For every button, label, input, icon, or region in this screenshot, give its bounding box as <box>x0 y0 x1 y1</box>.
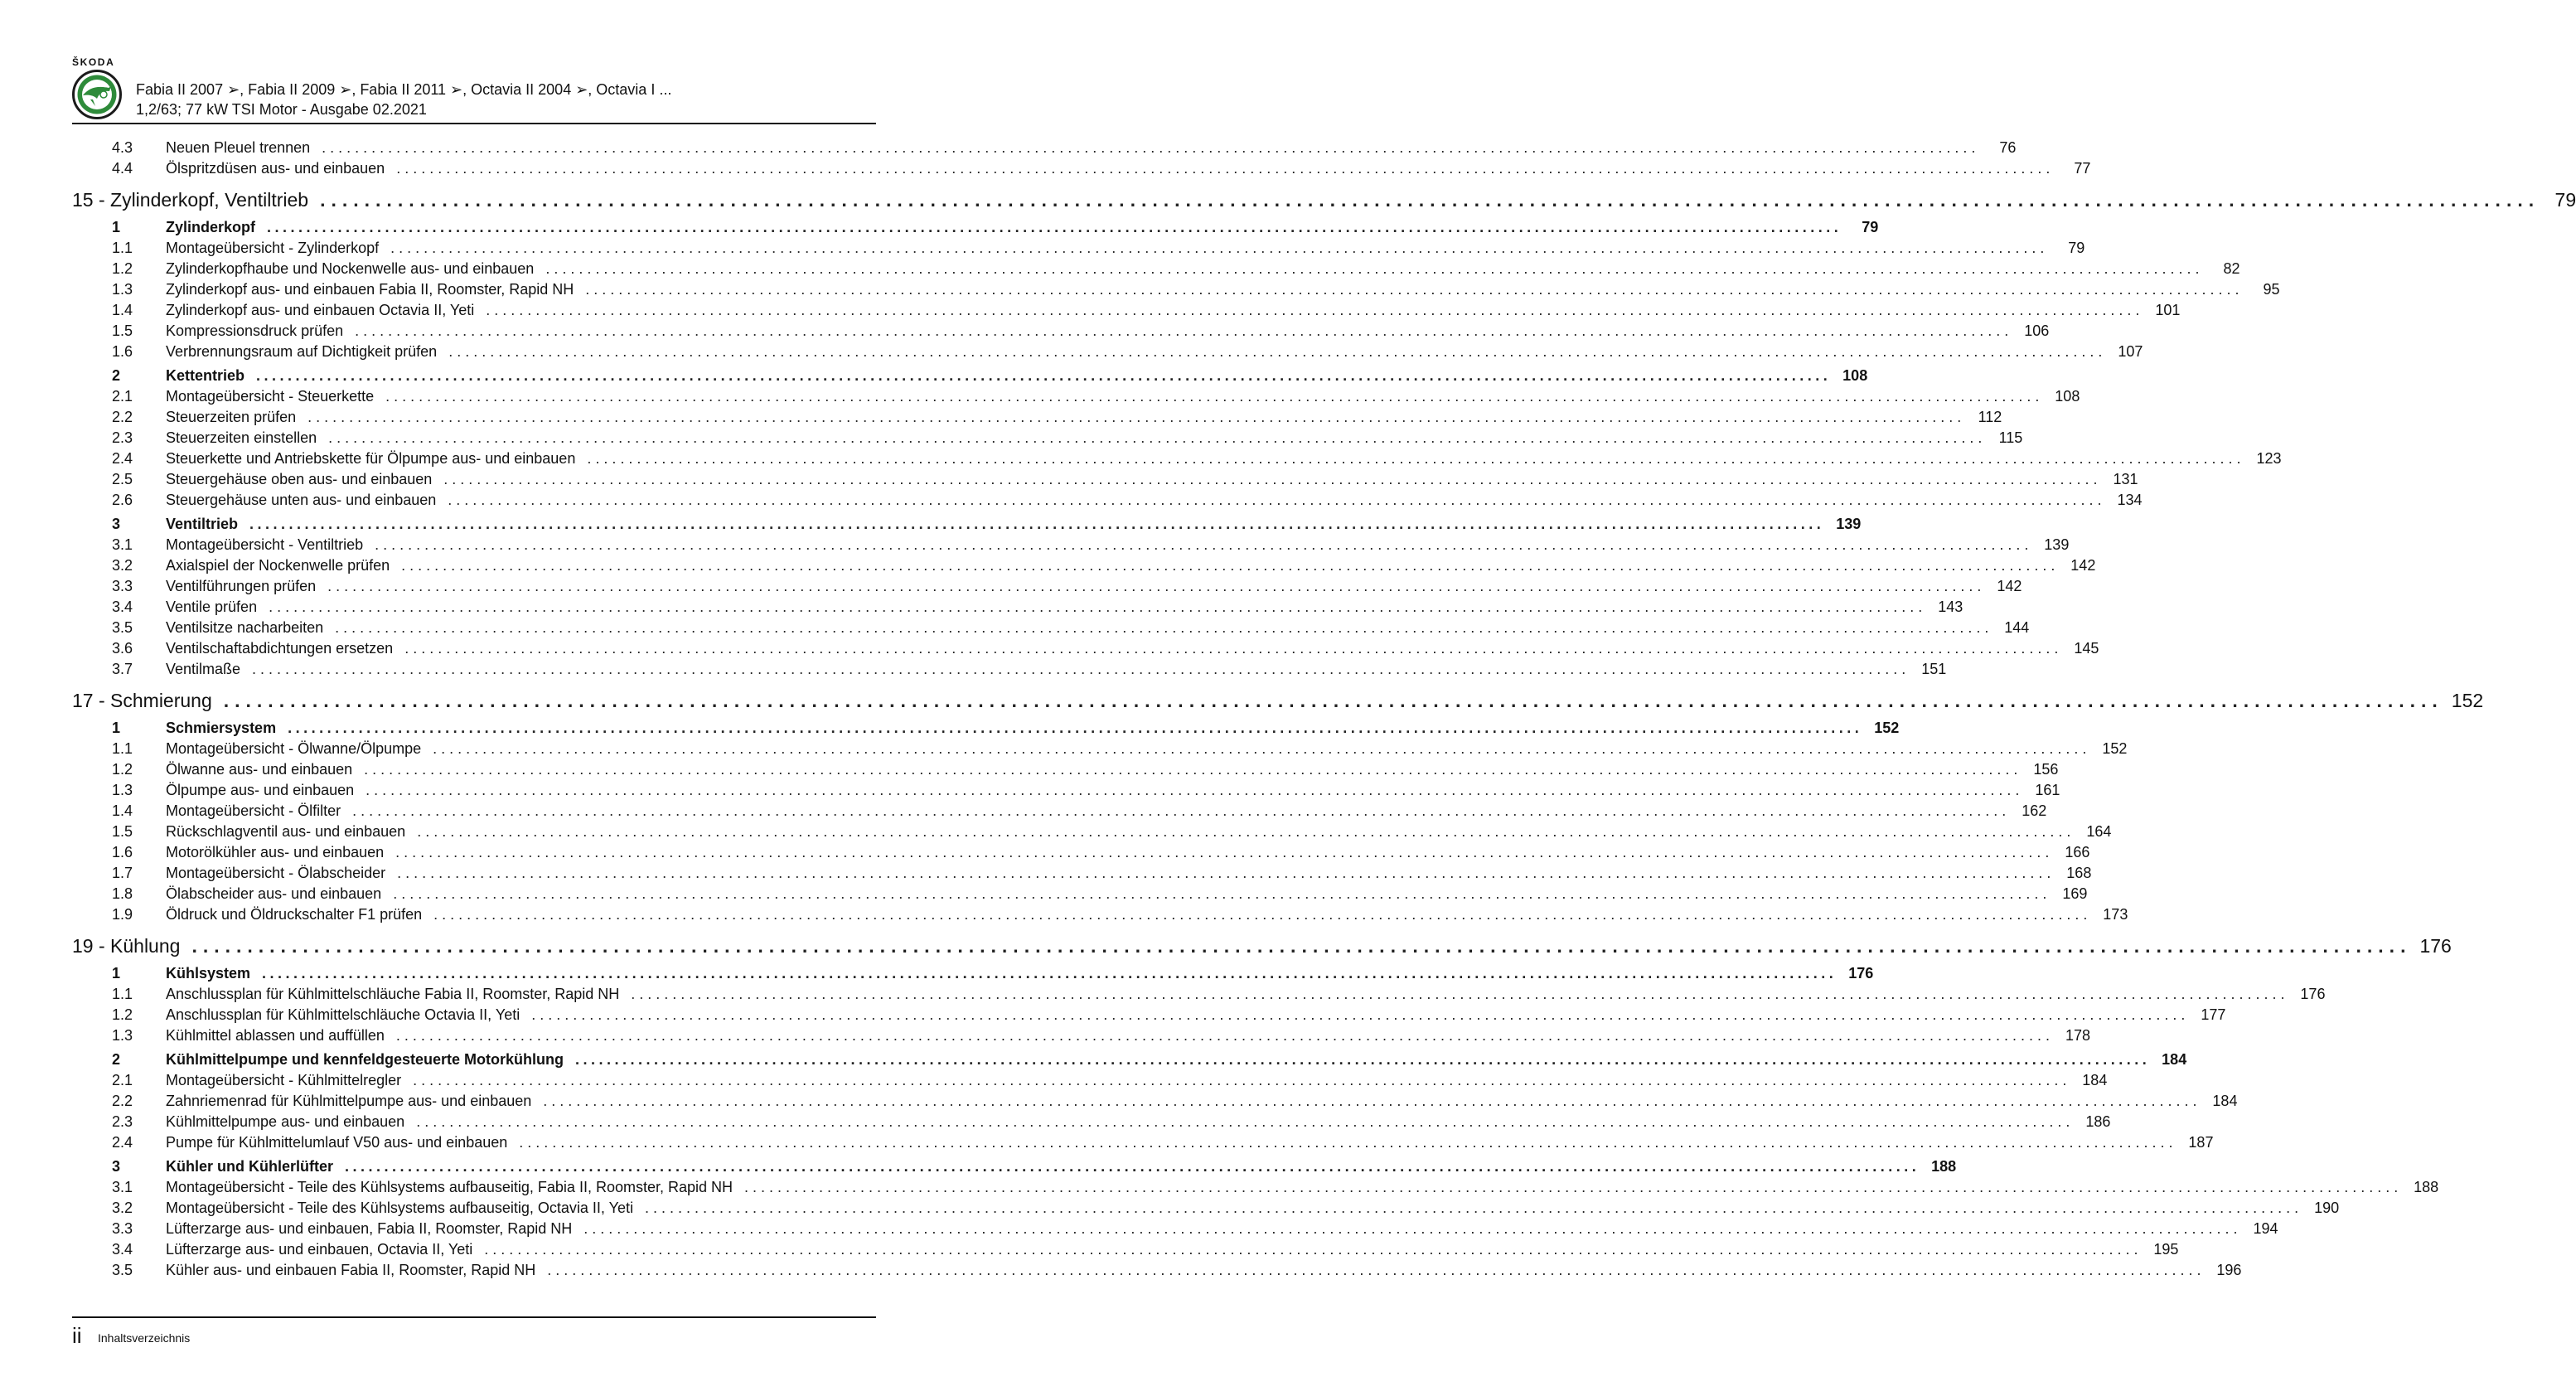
toc-title: Ventiltrieb <box>166 516 239 532</box>
dot-leader: ........................................................................................................................................................................................................ <box>448 492 2106 508</box>
toc-page-number: 161 <box>2035 782 2060 798</box>
toc-title: Montageübersicht - Ölfilter <box>166 802 341 819</box>
toc-number: 1.1 <box>112 740 133 757</box>
toc-title: Steuergehäuse unten aus- und einbauen <box>166 492 437 508</box>
toc-section[interactable] <box>72 963 1874 984</box>
toc-entry[interactable] <box>72 555 2096 576</box>
toc-entry[interactable] <box>72 1070 2108 1091</box>
toc-page-number: 194 <box>2253 1220 2278 1237</box>
toc-title: Kühler und Kühlerlüfter <box>166 1158 333 1175</box>
toc-page-number: 184 <box>2212 1093 2238 1109</box>
toc-number: 2.4 <box>112 1134 133 1151</box>
document-title: Fabia II 2007 ➢, Fabia II 2009 ➢, Fabia II 2011 ➢, Octavia II 2004 ➢, Octavia I ... <box>136 81 672 98</box>
toc-entry[interactable] <box>72 1132 2214 1153</box>
toc-chapter[interactable] <box>72 186 2576 214</box>
toc-number: 2.2 <box>112 1093 133 1109</box>
toc-page-number: 164 <box>2086 823 2112 840</box>
header-divider <box>72 123 876 124</box>
dot-leader: ........................................................................................................................................................................................................ <box>223 690 2443 711</box>
toc-entry[interactable] <box>72 638 2099 659</box>
toc-title: Montageübersicht - Kühlmittelregler <box>166 1072 402 1088</box>
toc-number: 2.1 <box>112 1072 133 1088</box>
toc-title: Pumpe für Kühlmittelumlauf V50 aus- und einbauen <box>166 1134 508 1151</box>
toc-page-number: 187 <box>2188 1134 2214 1151</box>
toc-page-number: 144 <box>2004 619 2030 636</box>
dot-leader: ........................................................................................................................................................................................................ <box>631 986 2289 1002</box>
toc-number: 4.4 <box>112 160 133 177</box>
toc-entry[interactable] <box>72 448 2282 469</box>
skoda-logo-icon <box>72 70 122 119</box>
toc-title: Ölspritzdüsen aus- und einbauen <box>166 160 385 177</box>
footer-page-number: ii <box>72 1323 82 1348</box>
toc-number: 3.7 <box>112 661 133 677</box>
toc-page-number: 176 <box>2300 986 2326 1002</box>
toc-title: Zylinderkopf aus- und einbauen Fabia II, Roomster, Rapid NH <box>166 281 574 298</box>
toc-page-number: 79 <box>2554 189 2576 211</box>
toc-page-number: 196 <box>2216 1262 2242 1278</box>
toc-title: Ölwanne aus- und einbauen <box>166 761 353 778</box>
toc-title: Ventilführungen prüfen <box>166 578 317 594</box>
toc-page-number: 176 <box>2419 935 2452 957</box>
toc-entry[interactable] <box>72 1239 2179 1260</box>
toc-chapter[interactable] <box>72 932 2452 960</box>
toc-entry[interactable] <box>72 904 2128 925</box>
toc-page-number: 123 <box>2256 450 2282 467</box>
toc-number: 1 <box>112 219 121 235</box>
dot-leader: ........................................................................................................................................................................................................ <box>385 388 2044 405</box>
toc-number: 1.6 <box>112 844 133 860</box>
dot-leader: ........................................................................................................................................................................................................ <box>583 1220 2242 1237</box>
toc-entry[interactable] <box>72 822 2112 842</box>
toc-number: 1.9 <box>112 906 133 923</box>
dot-leader: ........................................................................................................................................................................................................ <box>256 367 1832 384</box>
toc-section[interactable] <box>72 217 1879 238</box>
toc-page-number: 82 <box>2223 260 2240 277</box>
toc-page-number: 108 <box>1842 367 1868 384</box>
dot-leader: ........................................................................................................................................................................................................ <box>486 302 2144 318</box>
dot-leader: ........................................................................................................................................................................................................ <box>587 450 2245 467</box>
toc-entry[interactable] <box>72 469 2138 490</box>
dot-leader: ........................................................................................................................................................................................................ <box>320 189 2540 211</box>
toc-number: 3.2 <box>112 1200 133 1216</box>
dot-leader: ........................................................................................................................................................................................................ <box>355 322 2013 339</box>
dot-leader: ........................................................................................................................................................................................................ <box>543 1093 2201 1109</box>
toc-title: Montageübersicht - Ölabscheider <box>166 865 386 881</box>
toc-title: Montageübersicht - Steuerkette <box>166 388 375 405</box>
toc-number: 3.6 <box>112 640 133 657</box>
document-subtitle: 1,2/63; 77 kW TSI Motor - Ausgabe 02.2021 <box>136 101 427 118</box>
toc-title: Ölpumpe aus- und einbauen <box>166 782 355 798</box>
toc-entry[interactable] <box>72 618 2030 638</box>
toc-number: 4.3 <box>112 139 133 156</box>
toc-number: 2 <box>112 1051 121 1068</box>
toc-entry[interactable] <box>72 138 2017 158</box>
toc-page-number: 95 <box>2263 281 2280 298</box>
dot-leader: ........................................................................................................................................................................................................ <box>267 219 1842 235</box>
toc-title: Kühlsystem <box>166 965 251 982</box>
toc-page-number: 168 <box>2066 865 2092 881</box>
toc-page-number: 151 <box>1921 661 1947 677</box>
dot-leader: ........................................................................................................................................................................................................ <box>396 160 2055 177</box>
toc-number: 3.5 <box>112 619 133 636</box>
toc-entry[interactable] <box>72 428 2023 448</box>
toc-title: Steuerzeiten prüfen <box>166 409 297 425</box>
toc-number: 1.5 <box>112 823 133 840</box>
dot-leader: ........................................................................................................................................................................................................ <box>413 1072 2071 1088</box>
brand-wordmark: ŠKODA <box>72 56 115 68</box>
toc-number: 2.1 <box>112 388 133 405</box>
toc-chapter[interactable] <box>72 686 2484 715</box>
toc-title: Steuergehäuse oben aus- und einbauen <box>166 471 433 487</box>
toc-number: 1.8 <box>112 885 133 902</box>
toc-page-number: 145 <box>2074 640 2099 657</box>
toc-page-number: 115 <box>1998 429 2023 446</box>
dot-leader: ........................................................................................................................................................................................................ <box>443 471 2102 487</box>
toc-page-number: 169 <box>2062 885 2088 902</box>
toc-entry[interactable] <box>72 576 2022 597</box>
toc-page-number: 76 <box>1999 139 2017 156</box>
table-of-contents <box>72 138 2576 1281</box>
toc-page-number: 190 <box>2314 1200 2340 1216</box>
dot-leader: ........................................................................................................................................................................................................ <box>288 720 1863 736</box>
toc-title: Anschlussplan für Kühlmittelschläuche Fabia II, Roomster, Rapid NH <box>166 986 620 1002</box>
toc-number: 1.2 <box>112 260 133 277</box>
toc-title: Montageübersicht - Ventiltrieb <box>166 536 364 553</box>
dot-leader: ........................................................................................................................................................................................................ <box>395 1027 2055 1044</box>
toc-page-number: 186 <box>2085 1113 2111 1130</box>
dot-leader: ........................................................................................................................................................................................................ <box>531 1006 2190 1023</box>
toc-number: 3 <box>112 1158 121 1175</box>
toc-entry[interactable] <box>72 863 2092 884</box>
dot-leader: ........................................................................................................................................................................................................ <box>327 578 1986 594</box>
toc-title: 15 - Zylinderkopf, Ventiltrieb <box>72 189 309 211</box>
footer-divider <box>72 1316 876 1318</box>
dot-leader: ........................................................................................................................................................................................................ <box>744 1179 2403 1195</box>
toc-entry[interactable] <box>72 342 2143 362</box>
toc-number: 3.2 <box>112 557 133 574</box>
toc-number: 3 <box>112 516 121 532</box>
toc-number: 1.4 <box>112 802 133 819</box>
toc-entry[interactable] <box>72 659 1947 680</box>
toc-title: Ventilsitze nacharbeiten <box>166 619 324 636</box>
toc-title: Neuen Pleuel trennen <box>166 139 311 156</box>
toc-page-number: 106 <box>2024 322 2050 339</box>
toc-number: 1.3 <box>112 281 133 298</box>
toc-page-number: 134 <box>2117 492 2143 508</box>
toc-number: 2.6 <box>112 492 133 508</box>
toc-title: Rückschlagventil aus- und einbauen <box>166 823 406 840</box>
toc-page-number: 139 <box>2044 536 2070 553</box>
dot-leader: ........................................................................................................................................................................................................ <box>262 965 1838 982</box>
dot-leader: ........................................................................................................................................................................................................ <box>252 661 1910 677</box>
toc-section[interactable] <box>72 366 1868 386</box>
toc-number: 2.4 <box>112 450 133 467</box>
toc-title: Schmiersystem <box>166 720 277 736</box>
dot-leader: ........................................................................................................................................................................................................ <box>448 343 2107 360</box>
toc-page-number: 152 <box>2102 740 2128 757</box>
toc-number: 3.3 <box>112 578 133 594</box>
toc-title: Steuerkette und Antriebskette für Ölpumpe aus- und einbauen <box>166 450 576 467</box>
toc-number: 2.3 <box>112 1113 133 1130</box>
toc-section[interactable] <box>72 1156 1957 1177</box>
toc-number: 1.2 <box>112 761 133 778</box>
toc-section[interactable] <box>72 514 1862 535</box>
dot-leader: ........................................................................................................................................................................................................ <box>644 1200 2303 1216</box>
toc-number: 1.3 <box>112 782 133 798</box>
toc-title: Axialspiel der Nockenwelle prüfen <box>166 557 390 574</box>
dot-leader: ........................................................................................................................................................................................................ <box>366 782 2024 798</box>
toc-section[interactable] <box>72 718 1900 739</box>
toc-entry[interactable] <box>72 1091 2238 1112</box>
toc-number: 1.4 <box>112 302 133 318</box>
toc-title: Ventilmaße <box>166 661 241 677</box>
dot-leader: ........................................................................................................................................................................................................ <box>393 885 2051 902</box>
dot-leader: ........................................................................................................................................................................................................ <box>484 1241 2143 1258</box>
toc-page-number: 152 <box>2451 690 2484 711</box>
toc-title: Ventile prüfen <box>166 599 258 615</box>
toc-entry[interactable] <box>72 158 2091 179</box>
toc-page-number: 188 <box>2414 1179 2439 1195</box>
toc-page-number: 173 <box>2103 906 2128 923</box>
toc-title: Kühler aus- und einbauen Fabia II, Roomster, Rapid NH <box>166 1262 536 1278</box>
toc-entry[interactable] <box>72 1177 2439 1198</box>
toc-number: 1.1 <box>112 986 133 1002</box>
toc-entry[interactable] <box>72 984 2326 1005</box>
toc-number: 3.1 <box>112 1179 133 1195</box>
dot-leader: ........................................................................................................................................................................................................ <box>328 429 1987 446</box>
toc-title: 17 - Schmierung <box>72 690 212 711</box>
toc-number: 1.2 <box>112 1006 133 1023</box>
toc-title: Kettentrieb <box>166 367 245 384</box>
toc-page-number: 142 <box>1997 578 2022 594</box>
toc-entry[interactable] <box>72 597 1963 618</box>
dot-leader: ........................................................................................................................................................................................................ <box>249 516 1825 532</box>
toc-number: 1.3 <box>112 1027 133 1044</box>
toc-title: Zylinderkopfhaube und Nockenwelle aus- und einbauen <box>166 260 535 277</box>
toc-entry[interactable] <box>72 535 2070 555</box>
dot-leader: ........................................................................................................................................................................................................ <box>545 260 2204 277</box>
toc-page-number: 166 <box>2065 844 2090 860</box>
toc-page-number: 178 <box>2065 1027 2091 1044</box>
toc-title: Kühlmittel ablassen und auffüllen <box>166 1027 385 1044</box>
toc-title: Verbrennungsraum auf Dichtigkeit prüfen <box>166 343 438 360</box>
toc-page-number: 195 <box>2153 1241 2179 1258</box>
toc-entry[interactable] <box>72 1198 2340 1219</box>
toc-page-number: 108 <box>2055 388 2080 405</box>
toc-page-number: 152 <box>1874 720 1900 736</box>
dot-leader: ........................................................................................................................................................................................................ <box>307 409 1966 425</box>
toc-number: 1 <box>112 720 121 736</box>
dot-leader: ........................................................................................................................................................................................................ <box>433 906 2092 923</box>
toc-number: 2 <box>112 367 121 384</box>
dot-leader: ........................................................................................................................................................................................................ <box>335 619 1993 636</box>
dot-leader: ........................................................................................................................................................................................................ <box>352 802 2011 819</box>
toc-entry[interactable] <box>72 1112 2111 1132</box>
toc-title: Kühlmittelpumpe und kennfeldgesteuerte Motorkühlung <box>166 1051 564 1068</box>
dot-leader: ........................................................................................................................................................................................................ <box>433 740 2091 757</box>
toc-title: 19 - Kühlung <box>72 935 181 957</box>
toc-title: Anschlussplan für Kühlmittelschläuche Octavia II, Yeti <box>166 1006 521 1023</box>
toc-number: 1 <box>112 965 121 982</box>
toc-page-number: 143 <box>1938 599 1963 615</box>
toc-page-number: 79 <box>2068 240 2085 256</box>
dot-leader: ........................................................................................................................................................................................................ <box>397 865 2055 881</box>
toc-title: Montageübersicht - Teile des Kühlsystems aufbauseitig, Fabia II, Roomster, Rapid NH <box>166 1179 733 1195</box>
toc-title: Ventilschaftabdichtungen ersetzen <box>166 640 394 657</box>
dot-leader: ........................................................................................................................................................................................................ <box>395 844 2054 860</box>
toc-number: 3.4 <box>112 599 133 615</box>
toc-number: 3.5 <box>112 1262 133 1278</box>
toc-page-number: 176 <box>1848 965 1874 982</box>
toc-number: 3.1 <box>112 536 133 553</box>
toc-number: 1.5 <box>112 322 133 339</box>
dot-leader: ........................................................................................................................................................................................................ <box>519 1134 2177 1151</box>
toc-title: Zahnriemenrad für Kühlmittelpumpe aus- und einbauen <box>166 1093 532 1109</box>
toc-title: Montageübersicht - Teile des Kühlsystems aufbauseitig, Octavia II, Yeti <box>166 1200 633 1216</box>
toc-number: 1.1 <box>112 240 133 256</box>
toc-title: Lüfterzarge aus- und einbauen, Octavia II, Yeti <box>166 1241 473 1258</box>
toc-title: Kompressionsdruck prüfen <box>166 322 344 339</box>
dot-leader: ........................................................................................................................................................................................................ <box>417 823 2075 840</box>
toc-entry[interactable] <box>72 321 2050 342</box>
toc-number: 2.3 <box>112 429 133 446</box>
dot-leader: ........................................................................................................................................................................................................ <box>322 139 1980 156</box>
toc-number: 2.5 <box>112 471 133 487</box>
dot-leader: ........................................................................................................................................................................................................ <box>575 1051 2151 1068</box>
toc-page-number: 139 <box>1836 516 1862 532</box>
toc-number: 2.2 <box>112 409 133 425</box>
toc-entry[interactable] <box>72 386 2080 407</box>
dot-leader: ........................................................................................................................................................................................................ <box>269 599 1927 615</box>
dot-leader: ........................................................................................................................................................................................................ <box>191 935 2412 957</box>
toc-title: Öldruck und Öldruckschalter F1 prüfen <box>166 906 423 923</box>
page-header <box>72 56 876 124</box>
toc-entry[interactable] <box>72 279 2280 300</box>
toc-number: 1.6 <box>112 343 133 360</box>
toc-entry[interactable] <box>72 739 2128 759</box>
toc-page-number: 184 <box>2082 1072 2108 1088</box>
toc-entry[interactable] <box>72 1260 2242 1281</box>
toc-title: Lüfterzarge aus- und einbauen, Fabia II, Roomster, Rapid NH <box>166 1220 573 1237</box>
toc-title: Motorölkühler aus- und einbauen <box>166 844 385 860</box>
toc-page-number: 101 <box>2155 302 2181 318</box>
toc-entry[interactable] <box>72 780 2060 801</box>
toc-page-number: 79 <box>1862 219 1879 235</box>
dot-leader: ........................................................................................................................................................................................................ <box>401 557 2060 574</box>
toc-entry[interactable] <box>72 238 2085 259</box>
toc-title: Zylinderkopf aus- und einbauen Octavia II, Yeti <box>166 302 475 318</box>
toc-title: Montageübersicht - Ölwanne/Ölpumpe <box>166 740 422 757</box>
toc-entry[interactable] <box>72 884 2088 904</box>
toc-page-number: 131 <box>2113 471 2138 487</box>
dot-leader: ........................................................................................................................................................................................................ <box>404 640 2063 657</box>
toc-entry[interactable] <box>72 300 2181 321</box>
toc-title: Zylinderkopf <box>166 219 256 235</box>
toc-entry[interactable] <box>72 842 2090 863</box>
toc-number: 1.7 <box>112 865 133 881</box>
toc-page-number: 188 <box>1931 1158 1957 1175</box>
toc-entry[interactable] <box>72 1005 2226 1025</box>
dot-leader: ........................................................................................................................................................................................................ <box>390 240 2049 256</box>
toc-title: Steuerzeiten einstellen <box>166 429 317 446</box>
toc-number: 3.3 <box>112 1220 133 1237</box>
toc-entry[interactable] <box>72 407 2002 428</box>
dot-leader: ........................................................................................................................................................................................................ <box>416 1113 2075 1130</box>
toc-title: Montageübersicht - Zylinderkopf <box>166 240 380 256</box>
toc-entry[interactable] <box>72 1219 2278 1239</box>
dot-leader: ........................................................................................................................................................................................................ <box>375 536 2033 553</box>
toc-page-number: 112 <box>1978 409 2002 425</box>
toc-entry[interactable] <box>72 801 2047 822</box>
toc-page-number: 77 <box>2074 160 2091 177</box>
toc-page-number: 107 <box>2118 343 2143 360</box>
toc-page-number: 142 <box>2070 557 2096 574</box>
dot-leader: ........................................................................................................................................................................................................ <box>345 1158 1920 1175</box>
toc-page-number: 162 <box>2022 802 2047 819</box>
toc-title: Kühlmittelpumpe aus- und einbauen <box>166 1113 405 1130</box>
toc-entry[interactable] <box>72 259 2240 279</box>
toc-page-number: 177 <box>2201 1006 2226 1023</box>
toc-title: Ölabscheider aus- und einbauen <box>166 885 382 902</box>
toc-entry[interactable] <box>72 1025 2091 1046</box>
toc-number: 3.4 <box>112 1241 133 1258</box>
dot-leader: ........................................................................................................................................................................................................ <box>585 281 2244 298</box>
toc-page-number: 156 <box>2033 761 2059 778</box>
toc-entry[interactable] <box>72 490 2143 511</box>
toc-section[interactable] <box>72 1049 2187 1070</box>
toc-page-number: 184 <box>2162 1051 2187 1068</box>
toc-entry[interactable] <box>72 759 2059 780</box>
dot-leader: ........................................................................................................................................................................................................ <box>547 1262 2206 1278</box>
dot-leader: ........................................................................................................................................................................................................ <box>364 761 2022 778</box>
footer-section-label: Inhaltsverzeichnis <box>98 1331 191 1345</box>
